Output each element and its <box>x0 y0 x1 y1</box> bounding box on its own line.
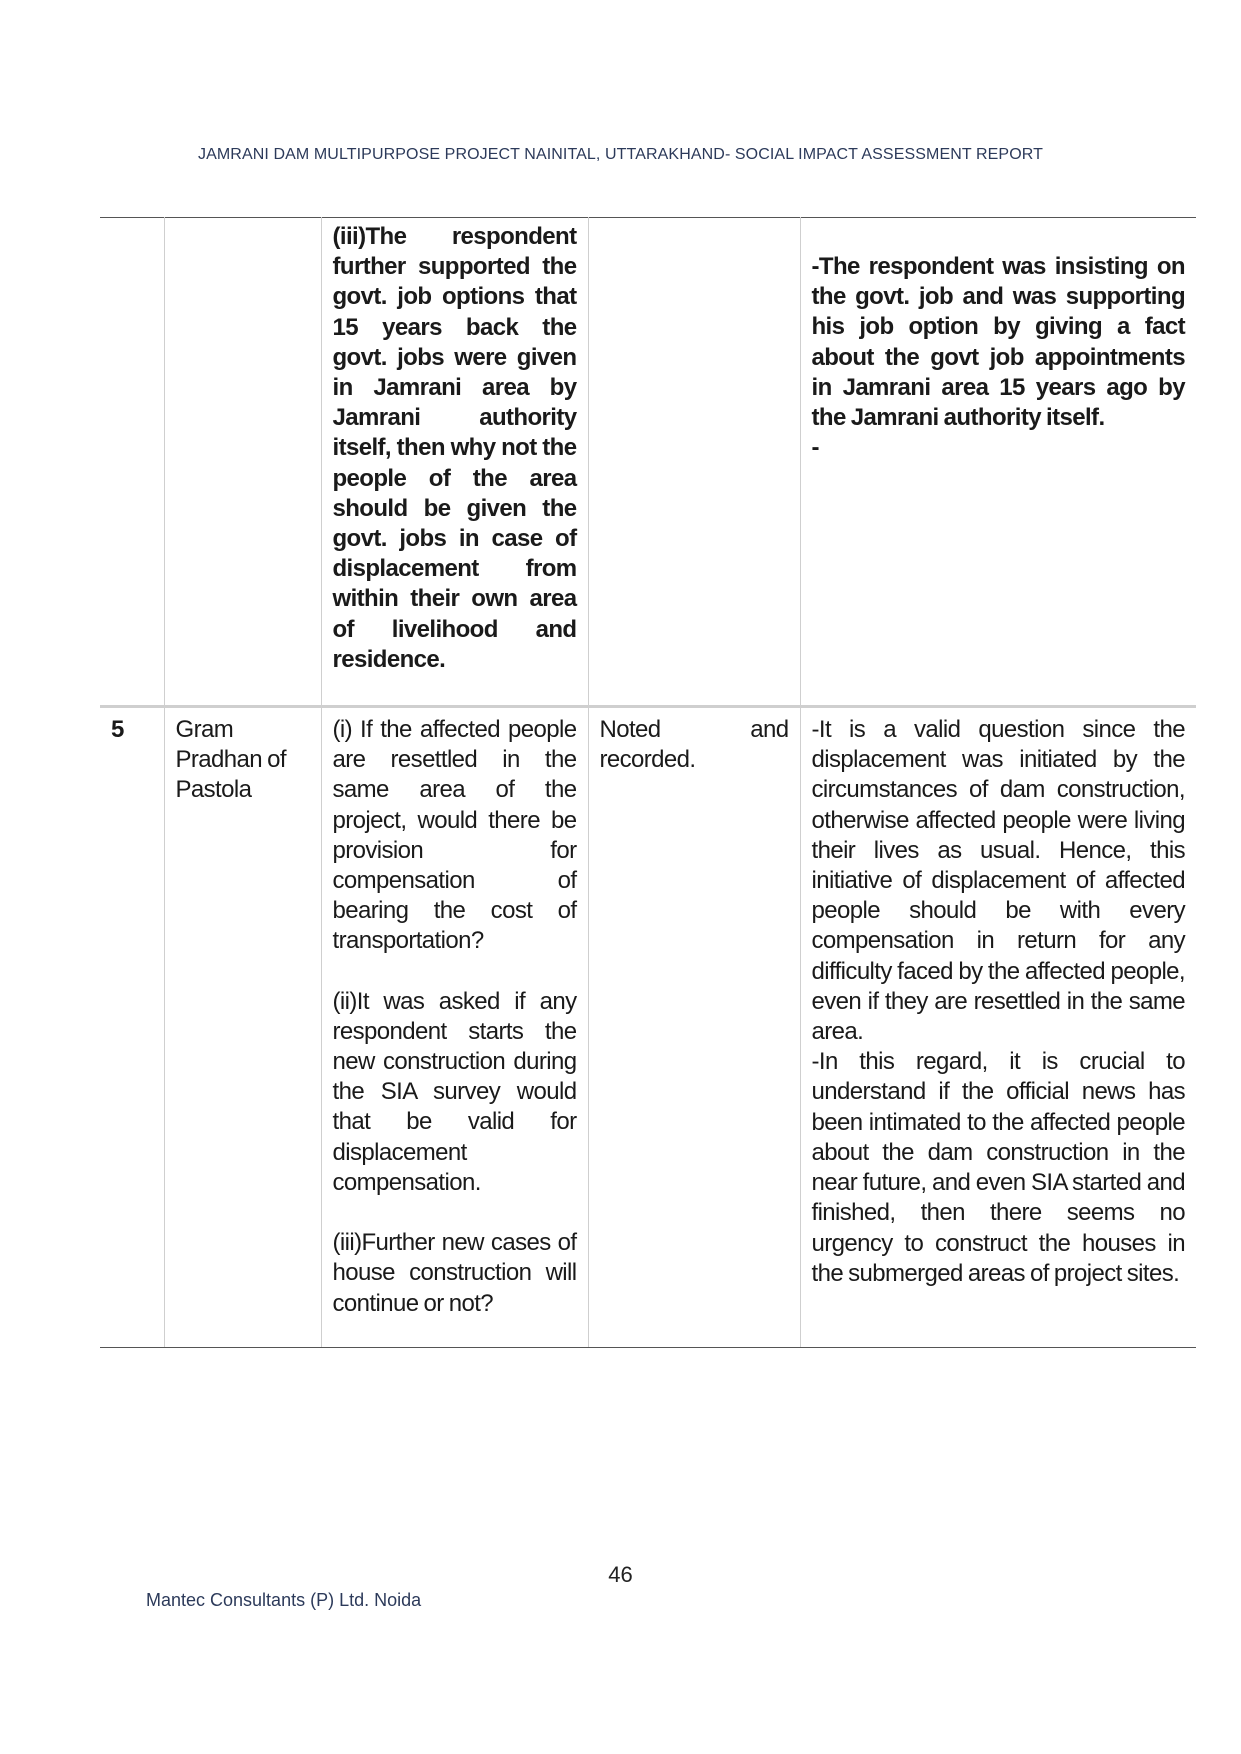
remarks-paragraph: -The respondent was insisting on the govt. job and was supporting his job option by giving a fact about the govt job appointments in Jamrani area 15 years ago by the Jamrani authority itself. <box>811 253 1185 432</box>
remarks-paragraph: -In this regard, it is crucial to understand if the official news has been intimated to the affected people about the dam construction in the near future, and even SIA started and finished, then there seems no urgency to construct the houses in the submerged areas of project sites. <box>811 1048 1185 1287</box>
query-paragraph: (iii)Further new cases of house construction will continue or not? <box>332 1229 577 1317</box>
report-header: JAMRANI DAM MULTIPURPOSE PROJECT NAINITAL, UTTARAKHAND- SOCIAL IMPACT ASSESSMENT REPORT <box>198 146 1043 163</box>
respondent-cell <box>164 218 321 707</box>
serial-number-cell: 5 <box>100 707 164 1348</box>
footer-company: Mantec Consultants (P) Ltd. Noida <box>146 1590 422 1610</box>
remarks-cell <box>800 707 1196 1348</box>
query-cell <box>321 707 588 1348</box>
remarks-paragraph: - <box>811 434 819 462</box>
query-cell <box>321 218 588 707</box>
respondent-cell: Gram Pradhan of Pastola <box>164 707 321 1348</box>
table-row <box>100 707 1196 1348</box>
response-cell: Noted and recorded. <box>588 707 800 1348</box>
query-paragraph: (iii)The respondent further supported the govt. job options that 15 years back the govt. jobs were given in Jamrani area by Jamrani authority itself, then why not the people of the area should be given the govt. jobs in case of displacement from within their own area of livelihood and residence. <box>332 223 577 673</box>
query-paragraph: (ii)It was asked if any respondent starts the new construction during the SIA survey would that be valid for displacement compensation. <box>332 987 577 1196</box>
remarks-cell <box>800 218 1196 707</box>
query-paragraph: (i) If the affected people are resettled in the same area of the project, would there be provision for compensation of bearing the cost of transportation? <box>332 716 577 955</box>
table-row <box>100 218 1196 707</box>
response-cell <box>588 218 800 707</box>
consultation-table <box>100 217 1196 1348</box>
serial-number-cell <box>100 218 164 707</box>
remarks-paragraph: -It is a valid question since the displacement was initiated by the circumstances of dam construction, otherwise affected people were living their lives as usual. Hence, this initiative of displacement of affected people should be with every compensation in return for any difficulty faced by the affected people, even if they are resettled in the same area. <box>811 716 1185 1046</box>
page-number: 46 <box>608 1562 633 1587</box>
